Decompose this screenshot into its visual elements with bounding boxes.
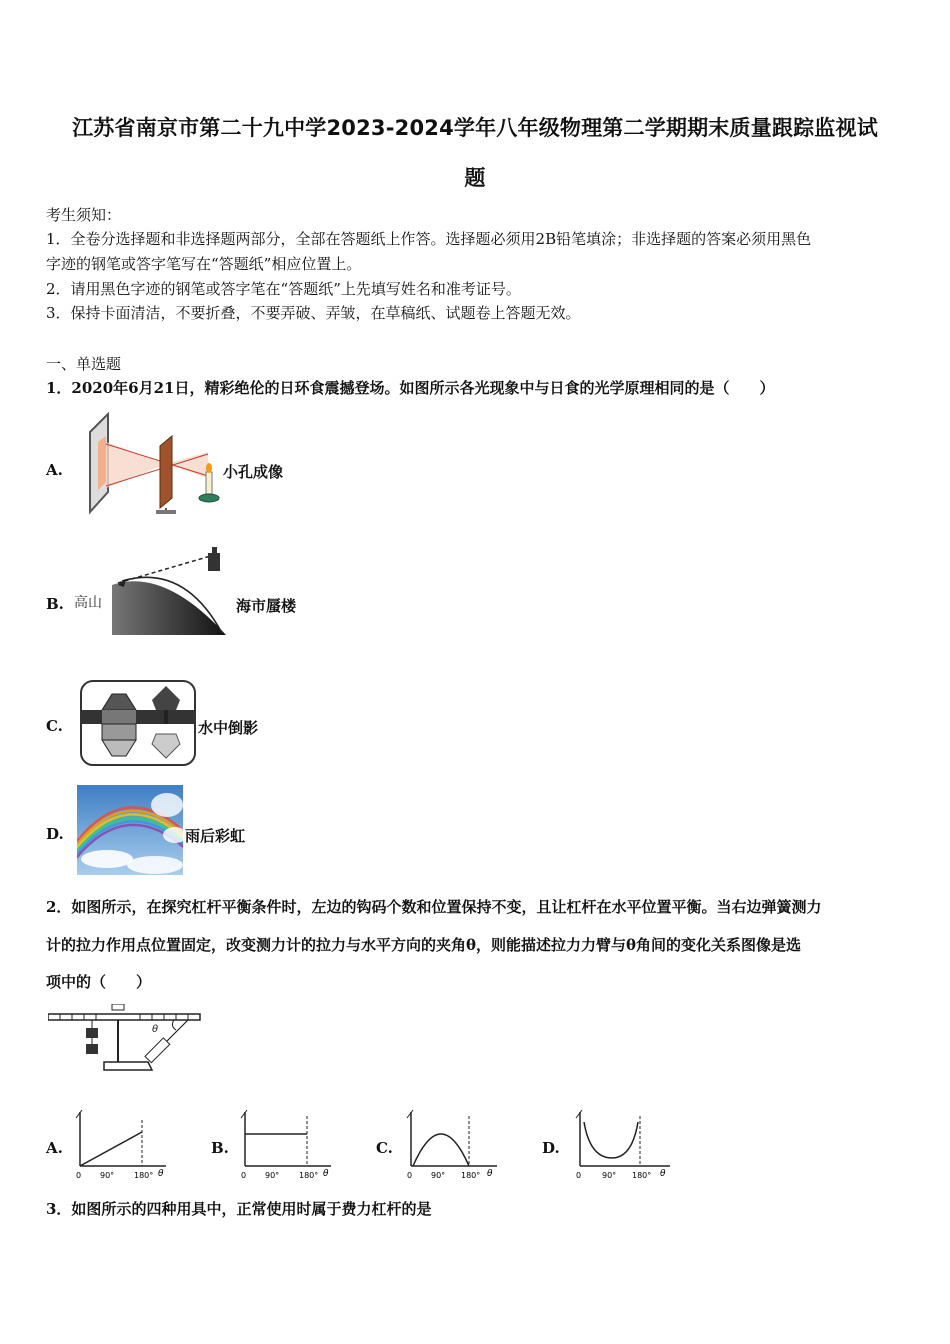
q2-graph-a-axis: θ (158, 1169, 164, 1179)
q1-option-a-label[interactable]: A. (46, 461, 63, 479)
q2-graph-c-origin: 0 (407, 1171, 413, 1180)
section-heading-single-choice: 一、单选题 (46, 355, 122, 373)
notice-item-2: 2．请用黑色字迹的钢笔或答字笔在“答题纸”上先填写姓名和准考证号。 (46, 280, 521, 298)
q2-graph-a-tick-90: 90° (100, 1171, 115, 1180)
question-2-stem-line-1: 2．如图所示，在探究杠杆平衡条件时，左边的钩码个数和位置保持不变，且让杠杆在水平位置平衡。当右边弹簧测力 (46, 898, 822, 916)
q2-graph-c-tick-180: 180° (461, 1171, 481, 1180)
question-2-stem-line-3: 项中的（ ） (46, 973, 152, 991)
q2-option-d-label[interactable]: D. (542, 1139, 560, 1157)
notice-item-1-continued: 字迹的钢笔或答字笔写在“答题纸”相应位置上。 (46, 255, 362, 273)
question-3-stem: 3．如图所示的四种用具中，正常使用时属于费力杠杆的是 (46, 1200, 432, 1218)
q1-option-d-label[interactable]: D. (46, 825, 64, 843)
mirage-figure-label: 高山 (74, 595, 102, 611)
q2-graph-d-axis: θ (660, 1169, 666, 1179)
q1-option-b-caption: 海市蜃楼 (236, 597, 297, 615)
pinhole-imaging-figure (80, 412, 222, 520)
q2-graph-b (235, 1108, 335, 1180)
q1-option-c-label[interactable]: C. (46, 717, 63, 735)
q2-graph-b-tick-180: 180° (299, 1171, 319, 1180)
q2-option-a-label[interactable]: A. (46, 1139, 63, 1157)
q2-graph-b-axis: θ (323, 1169, 329, 1179)
page-title-continued: 题 (464, 166, 486, 190)
question-2-stem-line-2: 计的拉力作用点位置固定，改变测力计的拉力与水平方向的夹角θ，则能描述拉力力臂与θ角间的变化关系图像是选 (46, 936, 802, 954)
q2-graph-d-tick-90: 90° (602, 1171, 617, 1180)
notice-item-3: 3．保持卡面清洁，不要折叠，不要弄破、弄皱，在草稿纸、试题卷上答题无效。 (46, 304, 581, 322)
q2-graph-d-tick-180: 180° (632, 1171, 652, 1180)
q2-graph-b-origin: 0 (241, 1171, 247, 1180)
q2-graph-c (401, 1108, 501, 1180)
q1-option-d-caption: 雨后彩虹 (185, 827, 246, 845)
q1-option-b-label[interactable]: B. (46, 595, 64, 613)
mirage-figure (74, 545, 234, 637)
q2-graph-d (570, 1108, 674, 1180)
page-title: 江苏省南京市第二十九中学2023-2024学年八年级物理第二学期期末质量跟踪监视试 (72, 116, 878, 140)
q1-option-a-caption: 小孔成像 (223, 463, 284, 481)
q2-graph-a (70, 1108, 170, 1180)
q2-graph-d-origin: 0 (576, 1171, 582, 1180)
notice-item-1: 1．全卷分选择题和非选择题两部分，全部在答题纸上作答。选择题必须用2B铅笔填涂；非选择题的答案必须用黑色 (46, 230, 812, 248)
q2-graph-c-tick-90: 90° (431, 1171, 446, 1180)
notice-heading: 考生须知： (46, 206, 122, 224)
question-1-stem: 1．2020年6月21日，精彩绝伦的日环食震撼登场。如图所示各光现象中与日食的光学原理相同的是（ ） (46, 379, 775, 397)
q2-graph-a-tick-180: 180° (134, 1171, 154, 1180)
q1-option-c-caption: 水中倒影 (198, 719, 259, 737)
q2-graph-b-tick-90: 90° (265, 1171, 280, 1180)
lever-experiment-figure (48, 1004, 204, 1080)
rainbow-figure (77, 785, 183, 875)
q2-graph-a-origin: 0 (76, 1171, 82, 1180)
q2-option-b-label[interactable]: B. (211, 1139, 229, 1157)
lever-angle-label: θ (152, 1024, 159, 1035)
q2-graph-c-axis: θ (487, 1169, 493, 1179)
water-reflection-figure (80, 680, 196, 766)
q2-option-c-label[interactable]: C. (376, 1139, 393, 1157)
